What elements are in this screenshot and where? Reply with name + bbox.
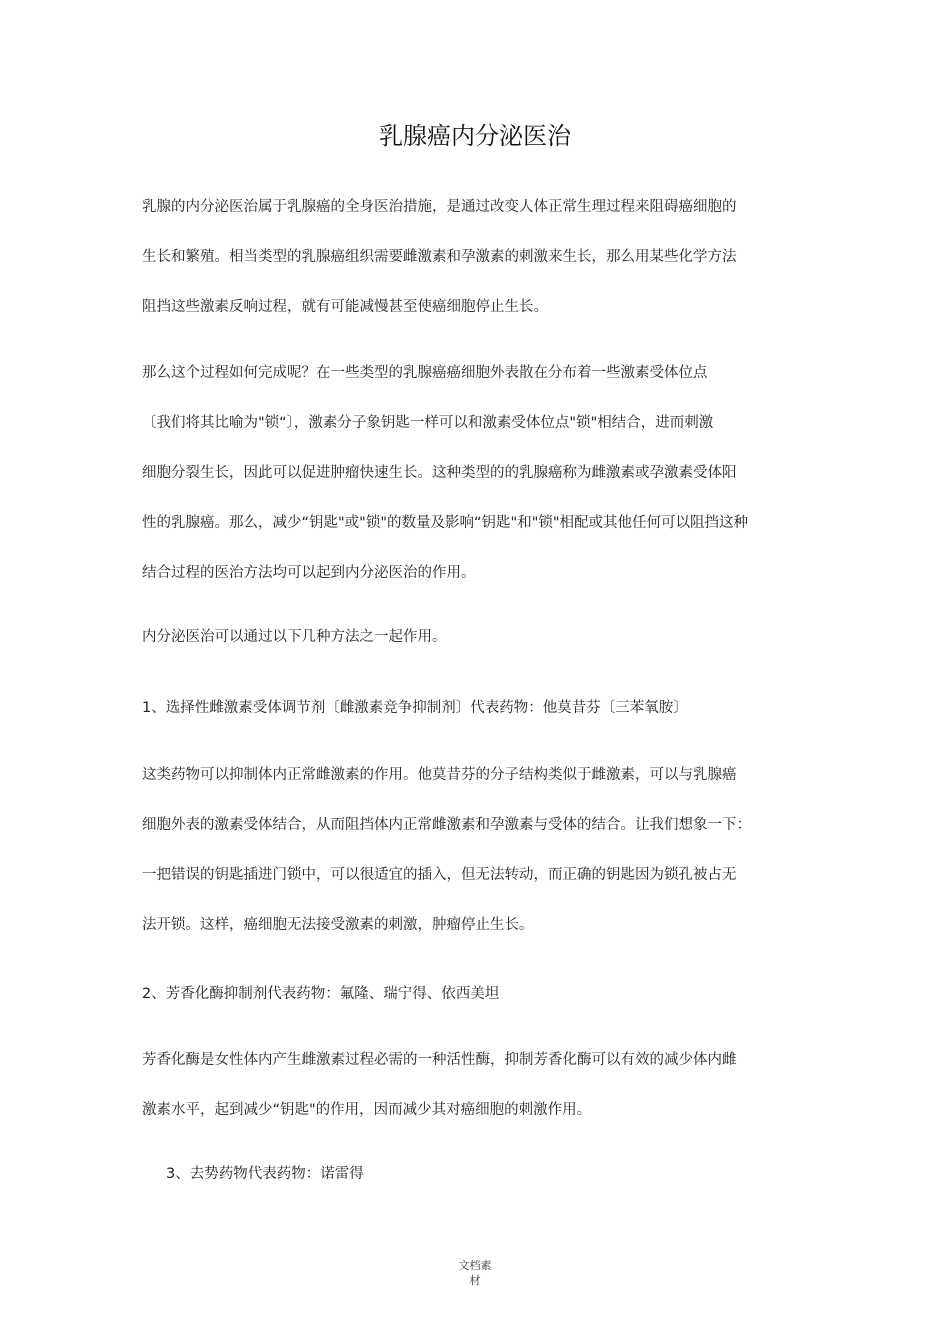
text-line: 那么这个过程如何完成呢？在一些类型的乳腺癌癌细胞外表散在分布着一些激素受体位点	[142, 365, 708, 381]
text-line: 结合过程的医治方法均可以起到内分泌医治的作用。	[142, 565, 476, 581]
paragraph-tamoxifen	[142, 750, 810, 950]
text-line: 〔我们将其比喻为"锁“〕，激素分子象钥匙一样可以和激素受体位点"锁"相结合，进而刺激	[142, 415, 714, 431]
paragraph-aromatase	[142, 1035, 810, 1135]
text-line: 细胞外表的激素受体结合，从而阻挡体内正常雌激素和孕激素与受体的结合。让我们想象一下：	[142, 817, 751, 833]
footer-text-line-1: 文档素	[458, 1259, 492, 1272]
text-line: 法开锁。这样，癌细胞无法接受激素的刺激，肿瘤停止生长。	[142, 917, 534, 933]
text-line: 芳香化酶是女性体内产生雌激素过程必需的一种活性酶，抑制芳香化酶可以有效的减少体内雌	[142, 1052, 737, 1068]
text-line: 这类药物可以抑制体内正常雌激素的作用。他莫昔芬的分子结构类似于雌激素，可以与乳腺癌	[142, 767, 737, 783]
text-line: 激素水平，起到减少“钥匙"的作用，因而减少其对癌细胞的刺激作用。	[142, 1102, 592, 1118]
text-line: 生长和繁殖。相当类型的乳腺癌组织需要雌激素和孕激素的刺激来生长，那么用某些化学方法	[142, 249, 737, 265]
page-title: 乳腺癌内分泌医治	[379, 122, 571, 150]
paragraph-mechanism	[142, 348, 810, 598]
text-line: 一把错误的钥匙插进门锁中，可以很适宜的插入，但无法转动，而正确的钥匙因为锁孔被占无	[142, 867, 737, 883]
page-footer	[0, 1258, 950, 1288]
text-line: 3、去势药物代表药物：诺雷得	[166, 1166, 364, 1182]
footer-text-line-2: 材	[469, 1274, 481, 1287]
text-line: 1、选择性雌激素受体调节剂〔雌激素竞争抑制剂〕代表药物：他莫昔芬〔三苯氧胺〕	[142, 700, 688, 716]
list-item-2	[142, 969, 810, 1019]
text-line: 阻挡这些激素反响过程，就有可能减慢甚至使癌细胞停止生长。	[142, 299, 548, 315]
text-line: 内分泌医治可以通过以下几种方法之一起作用。	[142, 629, 447, 645]
text-line: 性的乳腺癌。那么，减少“钥匙"或"锁"的数量及影响“钥匙"和"锁"相配或其他任何可以阻挡这种	[142, 515, 749, 531]
list-item-3	[166, 1149, 834, 1199]
list-item-1	[142, 683, 810, 733]
text-line: 乳腺的内分泌医治属于乳腺癌的全身医治措施，是通过改变人体正常生理过程来阻碍癌细胞的	[142, 199, 737, 215]
paragraph-methods-intro	[142, 612, 810, 662]
text-line: 2、芳香化酶抑制剂代表药物：氟隆、瑞宁得、依西美坦	[142, 986, 500, 1002]
text-line: 细胞分裂生长，因此可以促进肿瘤快速生长。这种类型的的乳腺癌称为雌激素或孕激素受体阳	[142, 465, 737, 481]
paragraph-intro	[142, 182, 810, 332]
